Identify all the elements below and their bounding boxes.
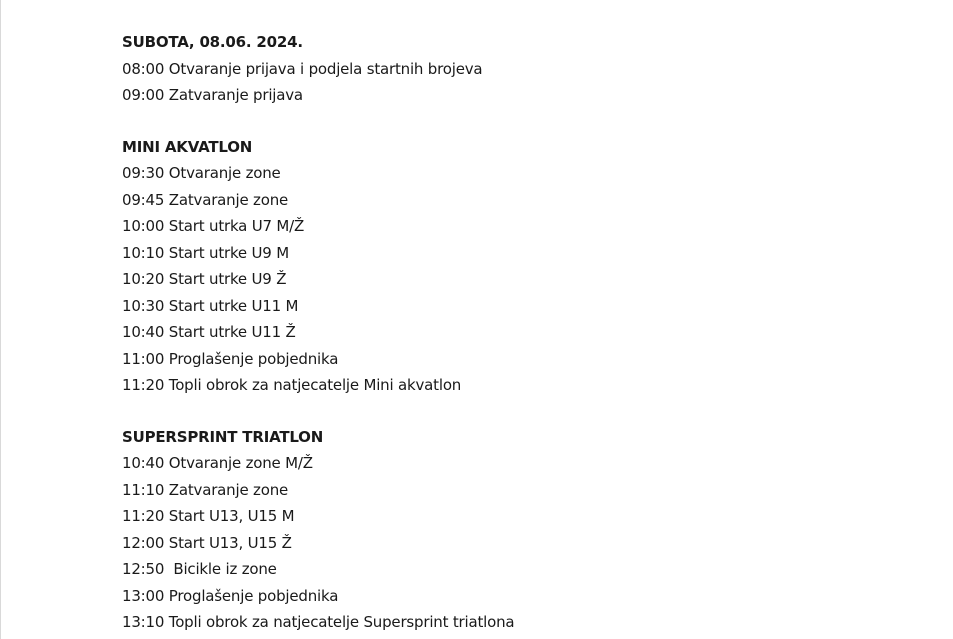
schedule-line: 09:45 Zatvaranje zone bbox=[122, 190, 289, 209]
schedule-line: 11:00 Proglašenje pobjednika bbox=[122, 349, 339, 368]
section-supersprint-triatlon bbox=[122, 424, 922, 636]
schedule-line: 13:10 Topli obrok za natjecatelje Supersprint triatlona bbox=[122, 613, 515, 631]
section-heading: SUBOTA, 08.06. 2024. bbox=[122, 33, 303, 51]
section-heading: MINI AKVATLON bbox=[122, 137, 253, 156]
schedule-line: 11:10 Zatvaranje zone bbox=[122, 480, 289, 499]
schedule-line: 10:40 Start utrke U11 Ž bbox=[122, 323, 296, 341]
schedule-line: 08:00 Otvaranje prijava i podjela startnih brojeva bbox=[122, 59, 483, 78]
schedule-document bbox=[122, 29, 922, 636]
schedule-line: 11:20 Topli obrok za natjecatelje Mini akvatlon bbox=[122, 376, 462, 394]
schedule-line: 10:10 Start utrke U9 M bbox=[122, 243, 289, 262]
schedule-line: 10:30 Start utrke U11 M bbox=[122, 296, 299, 315]
schedule-line: 09:30 Otvaranje zone bbox=[122, 164, 281, 182]
section-mini-akvatlon bbox=[122, 134, 922, 399]
schedule-line: 10:40 Otvaranje zone M/Ž bbox=[122, 454, 313, 472]
section-heading: SUPERSPRINT TRIATLON bbox=[122, 427, 324, 446]
section-day bbox=[122, 29, 922, 109]
schedule-line: 13:00 Proglašenje pobjednika bbox=[122, 586, 339, 605]
schedule-line: 12:50 Bicikle iz zone bbox=[122, 560, 277, 578]
schedule-line: 12:00 Start U13, U15 Ž bbox=[122, 533, 292, 552]
schedule-line: 09:00 Zatvaranje prijava bbox=[122, 86, 303, 104]
schedule-line: 10:00 Start utrka U7 M/Ž bbox=[122, 217, 305, 235]
schedule-line: 10:20 Start utrke U9 Ž bbox=[122, 270, 287, 288]
schedule-line: 11:20 Start U13, U15 M bbox=[122, 507, 295, 525]
page-left-border bbox=[0, 0, 1, 639]
